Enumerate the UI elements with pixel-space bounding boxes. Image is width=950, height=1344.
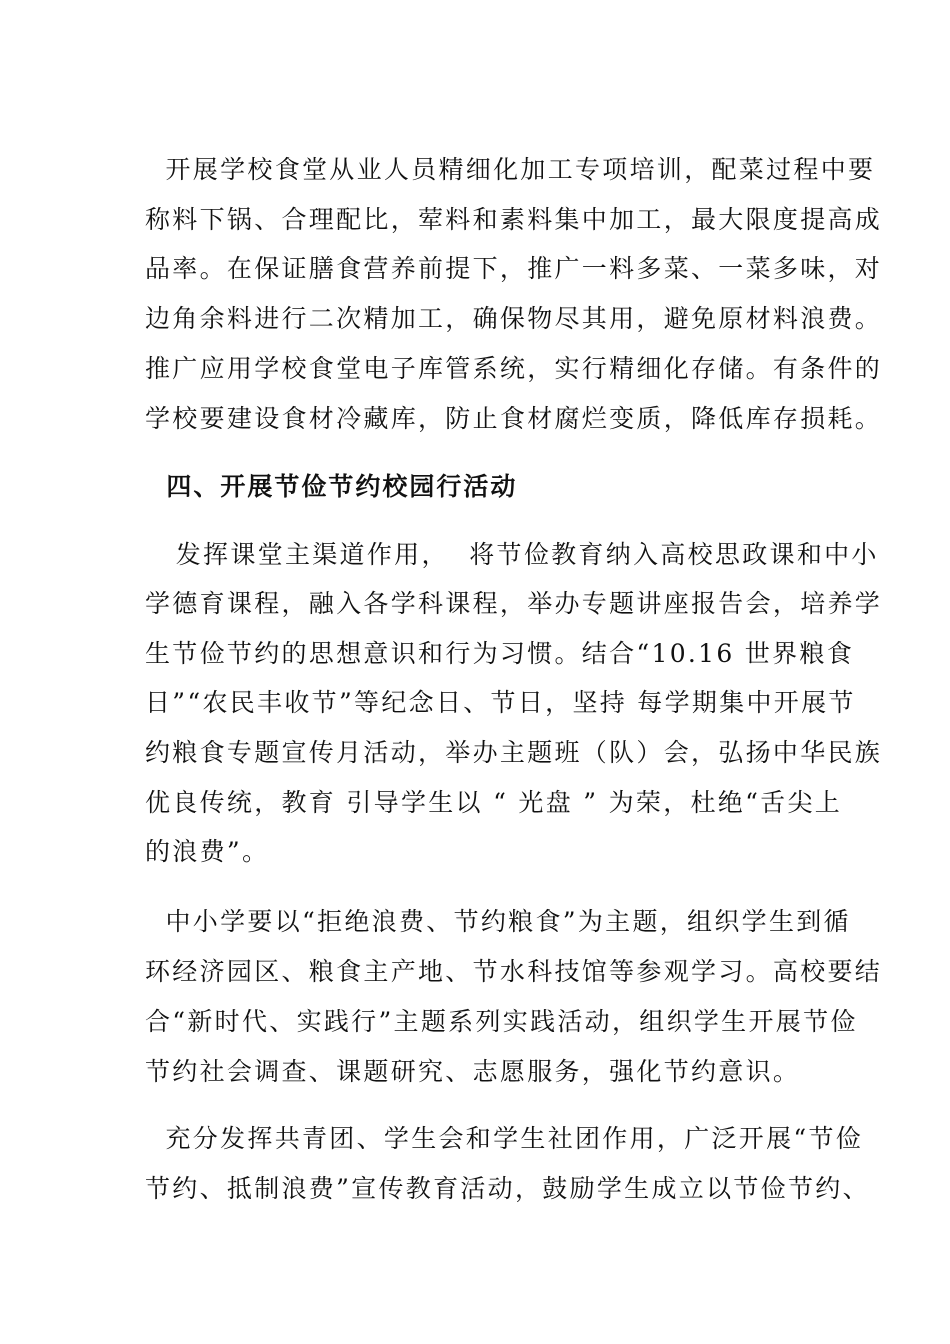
paragraph-2-line-7: 的浪费”。: [145, 837, 270, 866]
paragraph-3-line-2: 环经济园区、粮食主产地、节水科技馆等参观学习。高校要结: [145, 957, 883, 986]
paragraph-2-line-2: 学德育课程，融入各学科课程，举办专题讲座报告会，培养学: [145, 589, 883, 618]
section-heading: 四、开展节俭节约校园行活动: [145, 472, 518, 501]
paragraph-4-line-2: 节约、抵制浪费”宣传教育活动，鼓励学生成立以节俭节约、: [145, 1174, 870, 1203]
paragraph-1-line-1: 开展学校食堂从业人员精细化加工专项培训，配菜过程中要: [145, 155, 876, 184]
paragraph-1-line-3: 品率。在保证膳食营养前提下，推广一料多菜、一菜多味，对: [145, 254, 883, 283]
paragraph-3-line-3: 合“新时代、实践行”主题系列实践活动，组织学生开展节俭: [145, 1007, 858, 1036]
paragraph-2-line-1: 发挥课堂主渠道作用， 将节俭教育纳入高校思政课和中小: [145, 540, 879, 569]
paragraph-2-line-4: 日”“农民丰收节”等纪念日、节日，坚持 每学期集中开展节: [145, 688, 856, 717]
paragraph-2-line-5: 约粮食专题宣传月活动，举办主题班（队）会，弘扬中华民族: [145, 738, 883, 767]
paragraph-4-line-1: 充分发挥共青团、学生会和学生社团作用，广泛开展“节俭: [145, 1124, 864, 1153]
paragraph-1-line-6: 学校要建设食材冷藏库，防止食材腐烂变质，降低库存损耗。: [145, 404, 883, 433]
paragraph-3-line-1: 中小学要以“拒绝浪费、节约粮食”为主题，组织学生到循: [145, 907, 851, 936]
paragraph-3-line-4: 节约社会调查、课题研究、志愿服务，强化节约意识。: [145, 1057, 801, 1086]
paragraph-2-line-3: 生节俭节约的思想意识和行为习惯。结合“10.16 世界粮食: [145, 639, 854, 668]
paragraph-1-line-4: 边角余料进行二次精加工，确保物尽其用，避免原材料浪费。: [145, 304, 883, 333]
paragraph-1-line-2: 称料下锅、合理配比，荤料和素料集中加工，最大限度提高成: [145, 205, 883, 234]
paragraph-2-line-6: 优良传统，教育 引导学生以 “ 光盘 ” 为荣，杜绝“舌尖上: [145, 788, 843, 817]
paragraph-1-line-5: 推广应用学校食堂电子库管系统，实行精细化存储。有条件的: [145, 354, 883, 383]
